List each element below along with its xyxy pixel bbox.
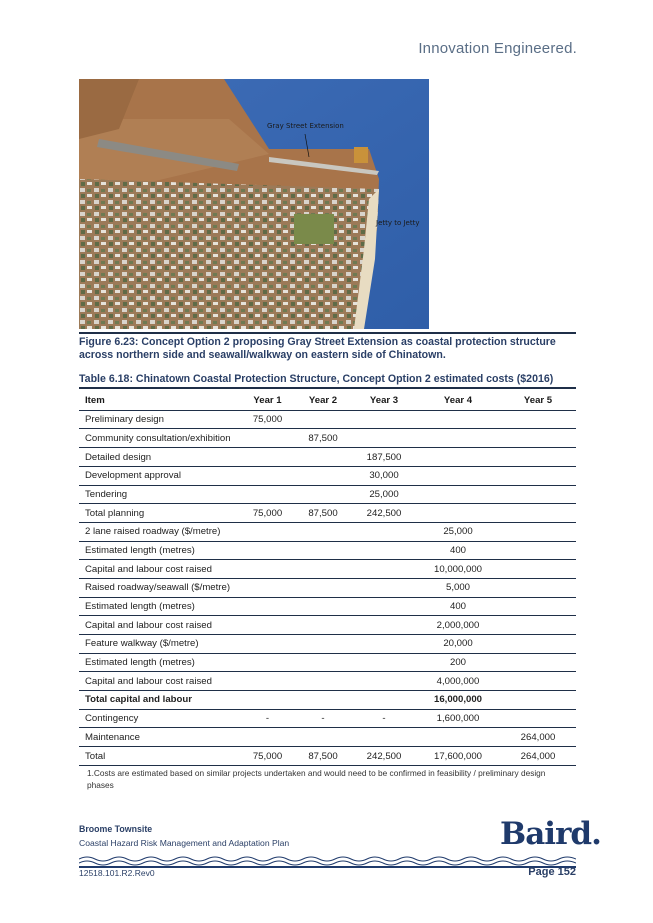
cost-cell: 87,500 — [294, 504, 352, 523]
cost-cell — [294, 522, 352, 541]
cost-cell: 200 — [416, 653, 500, 672]
row-label: Capital and labour cost raised — [79, 560, 241, 579]
cost-cell — [500, 578, 576, 597]
cost-table — [79, 391, 576, 766]
cost-cell — [500, 429, 576, 448]
row-label: Contingency — [79, 709, 241, 728]
row-label: Capital and labour cost raised — [79, 672, 241, 691]
cost-cell — [241, 672, 294, 691]
cost-cell — [294, 466, 352, 485]
cost-cell — [241, 653, 294, 672]
cost-cell — [241, 597, 294, 616]
aerial-map-image — [79, 79, 429, 329]
table-header-row — [79, 391, 576, 410]
cost-cell — [241, 522, 294, 541]
cost-cell: 2,000,000 — [416, 616, 500, 635]
table-row — [79, 653, 576, 672]
cost-cell: 16,000,000 — [416, 691, 500, 710]
column-header: Year 1 — [241, 391, 294, 410]
row-label: Total planning — [79, 504, 241, 523]
table-title: Table 6.18: Chinatown Coastal Protection Structure, Concept Option 2 estimated costs ($2016) — [79, 373, 554, 385]
cost-cell: - — [352, 709, 416, 728]
table-title-rule — [79, 387, 576, 389]
cost-cell — [294, 635, 352, 654]
cost-cell — [294, 597, 352, 616]
table-footnote: 1.Costs are estimated based on similar projects undertaken and would need to be confirmed in feasibility / preliminary design phases — [87, 768, 546, 790]
cost-cell — [241, 616, 294, 635]
cost-cell — [241, 560, 294, 579]
row-label: Raised roadway/seawall ($/metre) — [79, 578, 241, 597]
cost-cell — [500, 466, 576, 485]
table-row — [79, 616, 576, 635]
row-label: Preliminary design — [79, 410, 241, 429]
table-row — [79, 466, 576, 485]
row-label: Feature walkway ($/metre) — [79, 635, 241, 654]
cost-cell — [294, 728, 352, 747]
row-label: Tendering — [79, 485, 241, 504]
footer-title: Broome Townsite — [79, 824, 153, 834]
table-row — [79, 522, 576, 541]
cost-cell — [500, 560, 576, 579]
cost-cell — [500, 597, 576, 616]
cost-cell: 187,500 — [352, 448, 416, 467]
cost-cell — [352, 728, 416, 747]
table-row — [79, 541, 576, 560]
cost-cell — [352, 616, 416, 635]
cost-cell — [241, 485, 294, 504]
table-row — [79, 691, 576, 710]
table-row — [79, 560, 576, 579]
table-row — [79, 448, 576, 467]
cost-cell — [241, 466, 294, 485]
page-number: Page 152 — [528, 866, 576, 878]
cost-cell — [416, 410, 500, 429]
jetty-label: Jetty to Jetty — [376, 219, 420, 227]
cost-cell — [241, 448, 294, 467]
cost-cell — [352, 635, 416, 654]
table-row — [79, 504, 576, 523]
cost-cell: 25,000 — [352, 485, 416, 504]
cost-cell: 264,000 — [500, 728, 576, 747]
cost-cell: 17,600,000 — [416, 747, 500, 766]
cost-cell — [352, 691, 416, 710]
cost-cell — [416, 485, 500, 504]
figure-caption: Figure 6.23: Concept Option 2 proposing Gray Street Extension as coastal protection structure across northern side and seawall/walkway on eastern side of Chinatown. — [79, 336, 556, 361]
table-row — [79, 728, 576, 747]
cost-cell — [294, 616, 352, 635]
row-label: Estimated length (metres) — [79, 541, 241, 560]
cost-cell — [352, 672, 416, 691]
table-row — [79, 578, 576, 597]
column-header: Year 4 — [416, 391, 500, 410]
gray-street-pointer — [79, 79, 429, 329]
cost-cell — [500, 504, 576, 523]
cost-cell — [241, 541, 294, 560]
row-label: Estimated length (metres) — [79, 653, 241, 672]
cost-cell — [500, 691, 576, 710]
table-row — [79, 597, 576, 616]
cost-cell — [416, 728, 500, 747]
cost-cell: 242,500 — [352, 747, 416, 766]
cost-cell — [294, 485, 352, 504]
cost-cell — [416, 466, 500, 485]
cost-cell — [352, 653, 416, 672]
cost-cell: 264,000 — [500, 747, 576, 766]
cost-cell — [500, 709, 576, 728]
cost-cell: 5,000 — [416, 578, 500, 597]
row-label: 2 lane raised roadway ($/metre) — [79, 522, 241, 541]
cost-cell — [241, 728, 294, 747]
cost-cell — [241, 691, 294, 710]
table-row — [79, 635, 576, 654]
column-header: Year 5 — [500, 391, 576, 410]
table-row — [79, 429, 576, 448]
row-label: Detailed design — [79, 448, 241, 467]
column-header: Item — [79, 391, 241, 410]
table-row — [79, 709, 576, 728]
cost-cell: 87,500 — [294, 429, 352, 448]
cost-cell: 75,000 — [241, 504, 294, 523]
cost-cell — [352, 560, 416, 579]
table-row — [79, 672, 576, 691]
footer-subtitle: Coastal Hazard Risk Management and Adaptation Plan — [79, 838, 290, 848]
cost-cell — [416, 448, 500, 467]
column-header: Year 2 — [294, 391, 352, 410]
cost-cell — [294, 541, 352, 560]
cost-cell — [500, 616, 576, 635]
cost-cell — [500, 635, 576, 654]
cost-cell — [500, 448, 576, 467]
cost-cell — [352, 410, 416, 429]
cost-cell — [500, 541, 576, 560]
row-label: Development approval — [79, 466, 241, 485]
cost-cell — [294, 560, 352, 579]
cost-cell — [416, 504, 500, 523]
cost-cell: 87,500 — [294, 747, 352, 766]
row-label: Estimated length (metres) — [79, 597, 241, 616]
cost-cell — [352, 597, 416, 616]
header-tagline: Innovation Engineered. — [418, 40, 577, 57]
figure-rule — [79, 332, 576, 334]
cost-cell — [241, 429, 294, 448]
cost-cell — [294, 653, 352, 672]
cost-cell: 1,600,000 — [416, 709, 500, 728]
cost-cell: 400 — [416, 597, 500, 616]
cost-cell: 20,000 — [416, 635, 500, 654]
column-header: Year 3 — [352, 391, 416, 410]
cost-cell: - — [294, 709, 352, 728]
baird-logo: Baird. — [500, 816, 601, 852]
cost-cell — [241, 578, 294, 597]
cost-cell — [352, 429, 416, 448]
cost-cell: - — [241, 709, 294, 728]
cost-cell — [500, 410, 576, 429]
cost-cell: 30,000 — [352, 466, 416, 485]
cost-cell — [294, 448, 352, 467]
cost-cell: 400 — [416, 541, 500, 560]
cost-cell: 25,000 — [416, 522, 500, 541]
cost-cell — [500, 522, 576, 541]
document-reference: 12518.101.R2.Rev0 — [79, 868, 155, 878]
cost-cell — [294, 578, 352, 597]
cost-cell — [294, 410, 352, 429]
cost-cell — [500, 672, 576, 691]
cost-cell — [294, 672, 352, 691]
cost-cell: 242,500 — [352, 504, 416, 523]
row-label: Community consultation/exhibition — [79, 429, 241, 448]
cost-cell — [294, 691, 352, 710]
cost-cell: 4,000,000 — [416, 672, 500, 691]
row-label: Total capital and labour — [79, 691, 241, 710]
cost-cell — [416, 429, 500, 448]
row-label: Total — [79, 747, 241, 766]
cost-cell — [241, 635, 294, 654]
cost-cell: 10,000,000 — [416, 560, 500, 579]
cost-cell — [352, 522, 416, 541]
gray-street-label: Gray Street Extension — [267, 122, 344, 130]
table-row — [79, 747, 576, 766]
cost-cell — [500, 485, 576, 504]
cost-cell — [352, 578, 416, 597]
cost-cell: 75,000 — [241, 410, 294, 429]
cost-cell: 75,000 — [241, 747, 294, 766]
table-row — [79, 410, 576, 429]
row-label: Capital and labour cost raised — [79, 616, 241, 635]
table-row — [79, 485, 576, 504]
cost-cell — [500, 653, 576, 672]
cost-cell — [352, 541, 416, 560]
row-label: Maintenance — [79, 728, 241, 747]
